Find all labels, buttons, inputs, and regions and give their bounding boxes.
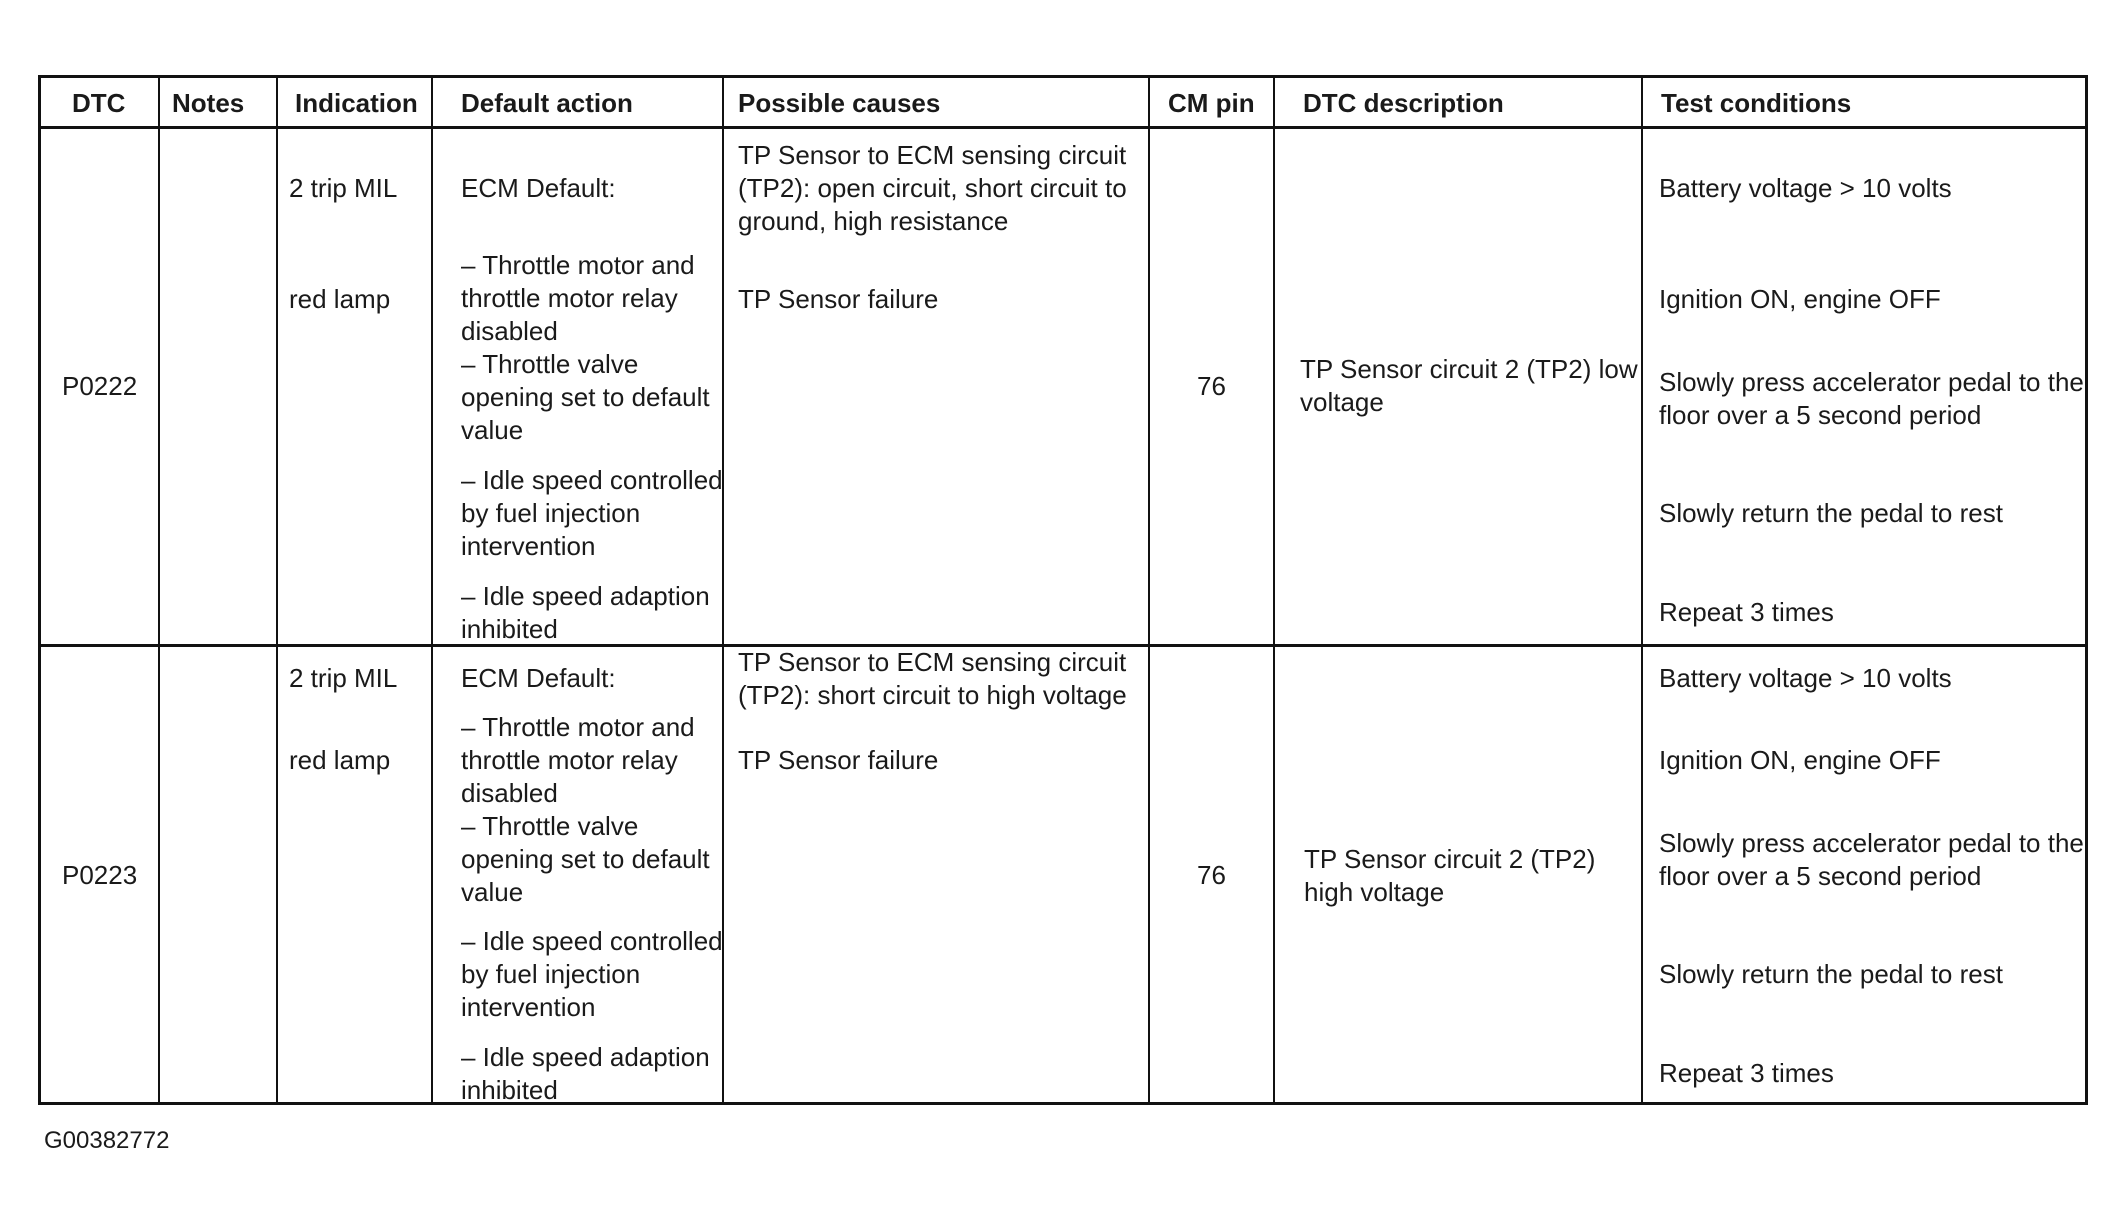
dtc-description-line: high voltage [1304, 877, 1445, 907]
test-condition-line: floor over a 5 second period [1659, 861, 1982, 891]
default-action-line: disabled [461, 778, 558, 808]
indication-line: red lamp [289, 745, 391, 775]
default-action-line: value [461, 877, 524, 907]
default-action-line: – Throttle valve [461, 811, 639, 841]
header-test-conditions: Test conditions [1661, 88, 1852, 118]
possible-cause-line: (TP2): open circuit, short circuit to [738, 173, 1127, 203]
default-action-line: – Idle speed adaption [461, 581, 710, 611]
default-action-line: opening set to default [461, 844, 710, 874]
test-condition-line: floor over a 5 second period [1659, 400, 1982, 430]
column-divider [431, 78, 433, 1102]
header-dtc: DTC [72, 88, 126, 118]
column-divider [1148, 78, 1150, 1102]
default-action-line: inhibited [461, 614, 558, 644]
column-divider [276, 78, 278, 1102]
cm-pin-value: 76 [1197, 860, 1226, 890]
default-action-line: – Throttle valve [461, 349, 639, 379]
indication-line: 2 trip MIL [289, 173, 398, 203]
dtc-table [38, 75, 2088, 1105]
figure-code: G00382772 [44, 1127, 170, 1154]
header-dtc-description: DTC description [1303, 88, 1504, 118]
dtc-description-line: voltage [1300, 387, 1384, 417]
possible-cause-line: TP Sensor failure [738, 745, 939, 775]
possible-cause-line: TP Sensor failure [738, 284, 939, 314]
column-divider [1641, 78, 1643, 1102]
possible-cause-line: ground, high resistance [738, 206, 1009, 236]
default-action-line: intervention [461, 992, 596, 1022]
default-action-heading: ECM Default: [461, 173, 616, 203]
possible-cause-line: (TP2): short circuit to high voltage [738, 680, 1127, 710]
dtc-code: P0223 [62, 860, 138, 890]
default-action-line: intervention [461, 531, 596, 561]
default-action-line: by fuel injection [461, 959, 641, 989]
header-divider [41, 126, 2085, 129]
test-condition-line: Battery voltage > 10 volts [1659, 663, 1952, 693]
default-action-line: – Idle speed controlled [461, 465, 723, 495]
test-condition-line: Slowly return the pedal to rest [1659, 498, 2003, 528]
default-action-line: – Throttle motor and [461, 712, 695, 742]
header-notes: Notes [172, 88, 245, 118]
default-action-heading: ECM Default: [461, 663, 616, 693]
test-condition-line: Slowly press accelerator pedal to the [1659, 367, 2084, 397]
test-condition-line: Battery voltage > 10 volts [1659, 173, 1952, 203]
cm-pin-value: 76 [1197, 371, 1226, 401]
default-action-line: – Idle speed adaption [461, 1042, 710, 1072]
test-condition-line: Ignition ON, engine OFF [1659, 745, 1941, 775]
dtc-description-line: TP Sensor circuit 2 (TP2) low [1300, 354, 1638, 384]
test-condition-line: Repeat 3 times [1659, 1058, 1834, 1088]
possible-cause-line: TP Sensor to ECM sensing circuit [738, 140, 1127, 170]
indication-line: red lamp [289, 284, 391, 314]
test-condition-line: Slowly press accelerator pedal to the [1659, 828, 2084, 858]
test-condition-line: Repeat 3 times [1659, 597, 1834, 627]
header-indication: Indication [295, 88, 418, 118]
default-action-line: – Throttle motor and [461, 250, 695, 280]
header-cm-pin: CM pin [1168, 88, 1255, 118]
column-divider [158, 78, 160, 1102]
possible-cause-line: TP Sensor to ECM sensing circuit [738, 647, 1127, 677]
dtc-code: P0222 [62, 371, 138, 401]
default-action-line: throttle motor relay [461, 745, 678, 775]
default-action-line: disabled [461, 316, 558, 346]
test-condition-line: Ignition ON, engine OFF [1659, 284, 1941, 314]
dtc-description-line: TP Sensor circuit 2 (TP2) [1304, 844, 1596, 874]
default-action-line: opening set to default [461, 382, 710, 412]
test-condition-line: Slowly return the pedal to rest [1659, 959, 2003, 989]
default-action-line: inhibited [461, 1075, 558, 1105]
default-action-line: value [461, 415, 524, 445]
column-divider [1273, 78, 1275, 1102]
indication-line: 2 trip MIL [289, 663, 398, 693]
header-default-action: Default action [461, 88, 633, 118]
default-action-line: by fuel injection [461, 498, 641, 528]
default-action-line: – Idle speed controlled [461, 926, 723, 956]
default-action-line: throttle motor relay [461, 283, 678, 313]
header-possible-causes: Possible causes [738, 88, 941, 118]
